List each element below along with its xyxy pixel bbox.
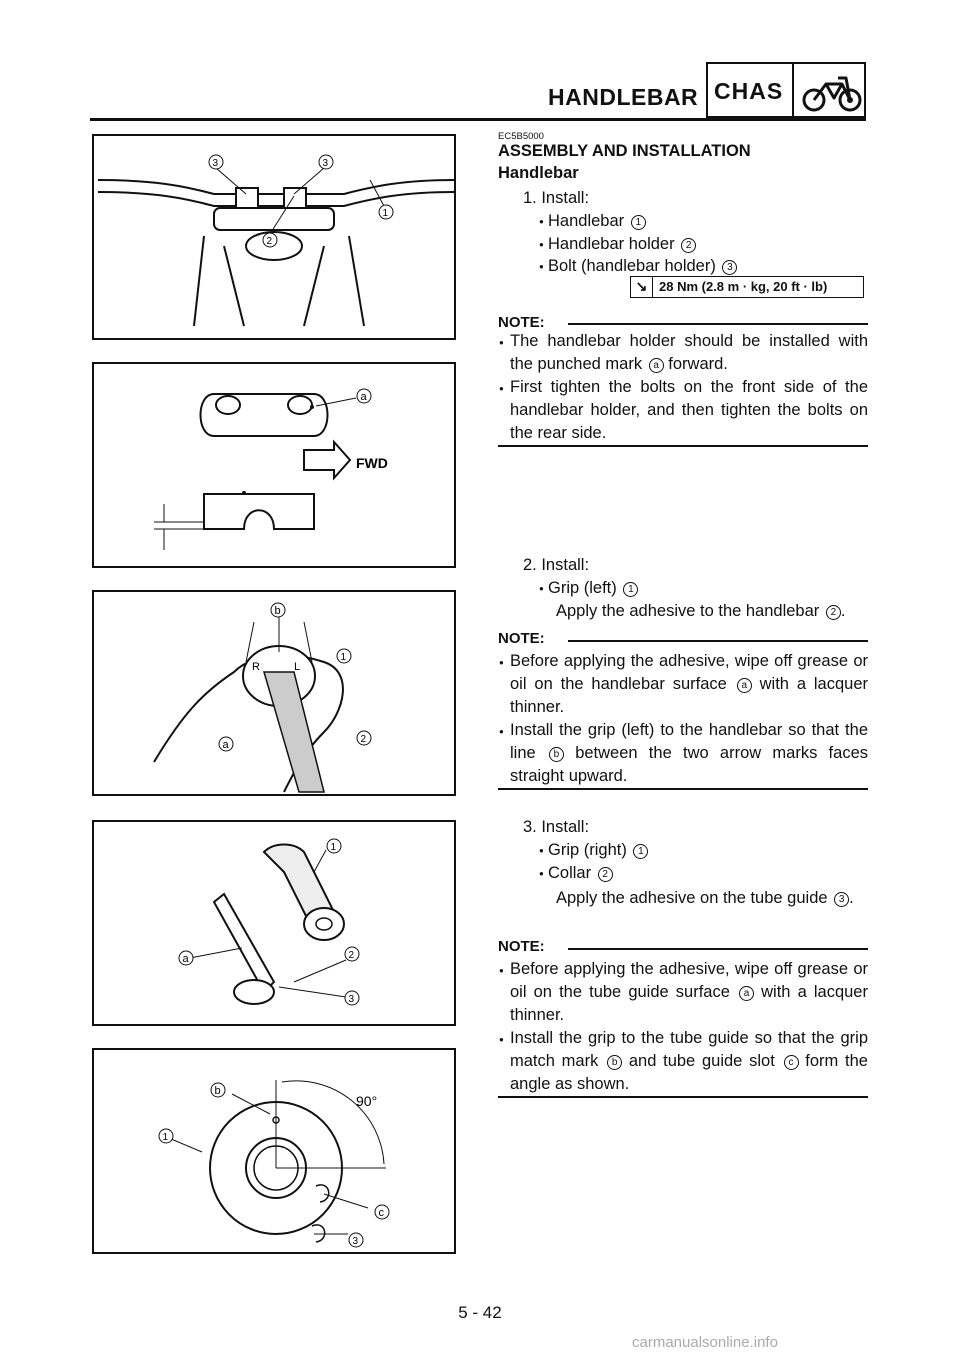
note-label: NOTE: — [498, 938, 545, 955]
note-item: ● Install the grip to the tube guide so that the grip match mark b and tube guide slot c form the angle as shown. — [510, 1027, 868, 1096]
callout-3: 3 — [212, 158, 219, 169]
r-mark: R — [252, 661, 260, 673]
callout-a: a — [182, 953, 189, 965]
callout-1: 1 — [340, 652, 347, 663]
callout-c: c — [378, 1207, 384, 1219]
section-code: EC5B5000 — [498, 131, 544, 142]
torque-wrench-icon: ↘ — [631, 277, 653, 297]
torque-spec: ↘ 28 Nm (2.8 m · kg, 20 ft · lb) — [630, 276, 864, 298]
figure-grip-right — [92, 820, 456, 1026]
note-label: NOTE: — [498, 314, 545, 331]
note-item: ● Install the grip (left) to the handlebar so that the line b between the two arrow marks faces straight upward. — [510, 719, 868, 788]
callout-3: 3 — [348, 994, 355, 1005]
fwd-label: FWD — [356, 455, 388, 471]
angle-label: 90° — [356, 1093, 378, 1109]
l-mark: L — [294, 661, 301, 673]
figure-angle — [92, 1048, 456, 1254]
figure-handlebar — [92, 134, 456, 340]
section-title: ASSEMBLY AND INSTALLATION — [498, 142, 751, 160]
step-1: 1. Install: — [523, 189, 590, 207]
header-rule — [90, 118, 866, 121]
callout-2: 2 — [266, 236, 273, 247]
list-item: ● Bolt (handlebar holder) 3 — [548, 257, 737, 276]
motorcycle-icon — [800, 70, 864, 114]
callout-3: 3 — [322, 158, 329, 169]
note-item: ● The handlebar holder should be installed with the punched mark a forward. — [510, 330, 868, 376]
tag-divider — [792, 64, 794, 116]
figure-holder — [92, 362, 456, 568]
callout-2: 2 — [348, 950, 355, 961]
note-end-rule — [498, 445, 868, 447]
page-number: 5 - 42 — [458, 1303, 502, 1322]
note-item: ● First tighten the bolts on the front side of the handlebar holder, and then tighten the bolts on the rear side. — [510, 376, 868, 445]
list-item: ● Grip (right) 1 — [548, 841, 648, 860]
step-2: 2. Install: — [523, 556, 590, 574]
apply-text: Apply the adhesive to the handlebar 2 . — [556, 602, 846, 620]
watermark: carmanualsonline.info — [632, 1334, 778, 1351]
note-item: ● Before applying the adhesive, wipe off grease or oil on the tube guide surface a with a lacquer thinner. — [510, 958, 868, 1027]
list-item: ● Grip (left) 1 — [548, 579, 638, 598]
callout-a: a — [360, 391, 367, 403]
callout-a: a — [222, 739, 229, 751]
callout-1: 1 — [162, 1132, 169, 1143]
page-title: HANDLEBAR — [548, 84, 699, 110]
apply-text: Apply the adhesive on the tube guide 3 . — [556, 889, 854, 907]
note-label: NOTE: — [498, 630, 545, 647]
list-item: ● Handlebar 1 — [548, 212, 646, 231]
note-rule — [568, 948, 868, 950]
callout-1: 1 — [382, 208, 389, 219]
note-rule — [568, 640, 868, 642]
list-item: ● Handlebar holder 2 — [548, 235, 696, 254]
note-end-rule — [498, 1096, 868, 1098]
chas-label: CHAS — [714, 78, 784, 104]
note-item: ● Before applying the adhesive, wipe off grease or oil on the handlebar surface a with a lacquer thinner. — [510, 650, 868, 719]
list-item: ● Collar 2 — [548, 864, 613, 883]
callout-1: 1 — [330, 842, 337, 853]
callout-2: 2 — [360, 734, 367, 745]
callout-3: 3 — [352, 1236, 359, 1247]
step-3: 3. Install: — [523, 818, 590, 836]
section-tag — [706, 62, 866, 118]
note-end-rule — [498, 788, 868, 790]
subsection-title: Handlebar — [498, 164, 579, 182]
callout-b: b — [214, 1085, 221, 1097]
figure-grip-left — [92, 590, 456, 796]
callout-b: b — [274, 605, 281, 617]
note-rule — [568, 323, 868, 325]
